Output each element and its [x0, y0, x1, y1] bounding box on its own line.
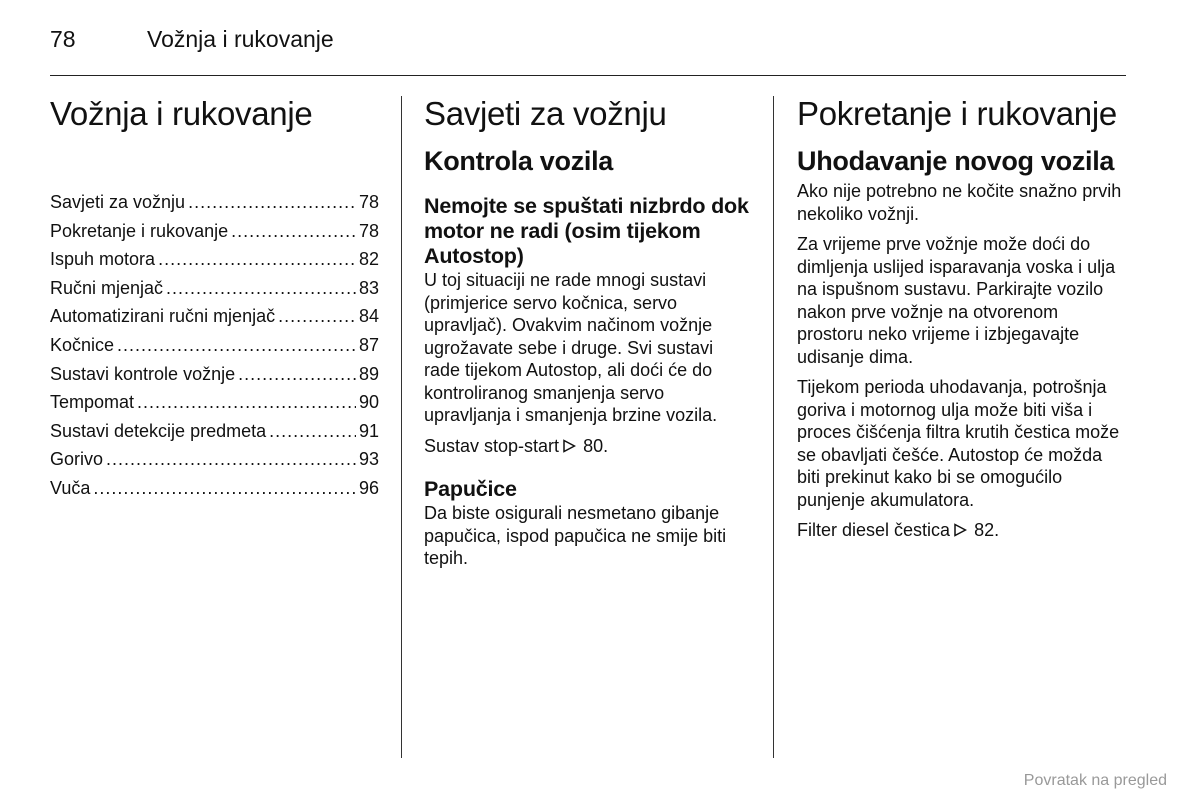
toc-item-label: Sustavi kontrole vožnje [50, 363, 236, 384]
toc-item-page: 83 [358, 277, 379, 298]
toc-item-page: 89 [358, 363, 379, 384]
toc-item-page: 78 [358, 220, 379, 241]
toc-item-page: 87 [358, 334, 379, 355]
reference-text: Sustav stop-start [424, 435, 560, 456]
header-rule [50, 75, 1126, 76]
column-divider-1 [401, 96, 402, 758]
toc-leader-dots [106, 445, 356, 474]
toc-item-page: 82 [358, 249, 379, 270]
header-title: Vožnja i rukovanje [147, 26, 334, 52]
toc-item-label: Kočnice [50, 334, 115, 355]
subsection-heading: Nemojte se spuštati nizbrdo dok motor ne radi (osim tijekom Autostop) [424, 194, 749, 268]
toc-item[interactable] [50, 188, 379, 217]
body-paragraph: Tijekom perioda uhodavanja, potrošnja goriva i motornog ulja može biti viša i proces čišćenja filtra krutih čestica može se obavljati češće. Autostop će možda biti prekinut kako bi se omogućilo punjenje akumulatora. [797, 377, 1120, 510]
toc-item[interactable] [50, 445, 379, 474]
toc-item[interactable] [50, 331, 379, 360]
toc-item-label: Ručni mjenjač [50, 277, 164, 298]
column-divider-2 [773, 96, 774, 758]
toc-item-page: 91 [358, 420, 379, 441]
toc-leader-dots [93, 474, 356, 503]
toc-item-label: Tempomat [50, 392, 135, 413]
reference-text: Filter diesel čestica [797, 520, 951, 540]
body-paragraph: U toj situaciji ne rade mnogi sustavi (primjerice servo kočnica, servo upravljač). Ovakvim načinom vožnje ugrožavate sebe i druge. Svi sustavi rade tijekom Autostop, ali doći će do kontroliranog smanjenja servo upravljanja i smanjenja brzine vozila. [424, 270, 718, 425]
toc-item-page: 84 [358, 306, 379, 327]
toc-item-page: 93 [358, 449, 379, 470]
body-paragraph: Da biste osigurali nesmetano gibanje papučica, ispod papučica ne smije biti tepih. [424, 503, 727, 568]
toc-item-label: Savjeti za vožnju [50, 192, 186, 212]
column-driving-tips [424, 92, 754, 570]
reference-page: 82. [974, 520, 1000, 540]
subsection-heading: Papučice [424, 477, 517, 501]
reference-page: 80. [583, 435, 609, 456]
toc-leader-dots [188, 188, 356, 217]
arrow-right-icon [562, 439, 576, 453]
toc-leader-dots [238, 360, 356, 389]
toc-item-label: Pokretanje i rukovanje [50, 220, 229, 241]
toc-item-page: 78 [358, 192, 379, 212]
cross-reference[interactable] [797, 519, 1127, 542]
toc-item[interactable] [50, 474, 379, 503]
section-title: Pokretanje i rukovanje [797, 95, 1117, 132]
toc-leader-dots [137, 388, 356, 417]
toc-leader-dots [158, 245, 356, 274]
toc-leader-dots [231, 217, 356, 246]
column-starting-operating [797, 92, 1127, 542]
toc-item[interactable] [50, 302, 379, 331]
toc-item-label: Gorivo [50, 449, 104, 470]
toc-item[interactable] [50, 217, 379, 246]
section-subtitle: Kontrola vozila [424, 146, 614, 176]
toc-item-label: Automatizirani ručni mjenjač [50, 306, 276, 327]
cross-reference[interactable] [424, 435, 754, 458]
toc-leader-dots [269, 417, 356, 446]
chapter-title: Vožnja i rukovanje [50, 95, 313, 132]
back-to-overview-link[interactable]: Povratak na pregled [1023, 772, 1167, 789]
toc-leader-dots [117, 331, 356, 360]
toc-item[interactable] [50, 274, 379, 303]
toc-item[interactable] [50, 245, 379, 274]
toc-item-page: 96 [358, 477, 379, 498]
arrow-right-icon [953, 523, 967, 537]
body-paragraph: Za vrijeme prve vožnje može doći do dimljenja uslijed isparavanja voska i ulja na ispušnom sustavu. Parkirajte vozilo nakon prve vožnje na otvorenom prostoru neko vrijeme i izbjegavajte udisanje dima. [797, 234, 1116, 367]
toc-item[interactable] [50, 417, 379, 446]
toc-item-page: 90 [358, 392, 379, 413]
column-toc [50, 92, 380, 498]
toc-item[interactable] [50, 360, 379, 389]
section-subtitle: Uhodavanje novog vozila [797, 146, 1115, 176]
section-title: Savjeti za vožnju [424, 95, 667, 132]
toc-item-label: Vuča [50, 477, 91, 498]
body-paragraph: Ako nije potrebno ne kočite snažno prvih nekoliko vožnji. [797, 181, 1122, 224]
toc-item-label: Sustavi detekcije predmeta [50, 420, 267, 441]
table-of-contents [50, 188, 379, 503]
toc-item[interactable] [50, 388, 379, 417]
toc-leader-dots [278, 302, 356, 331]
toc-leader-dots [166, 274, 356, 303]
toc-item-label: Ispuh motora [50, 249, 156, 270]
page-number: 78 [50, 26, 76, 52]
